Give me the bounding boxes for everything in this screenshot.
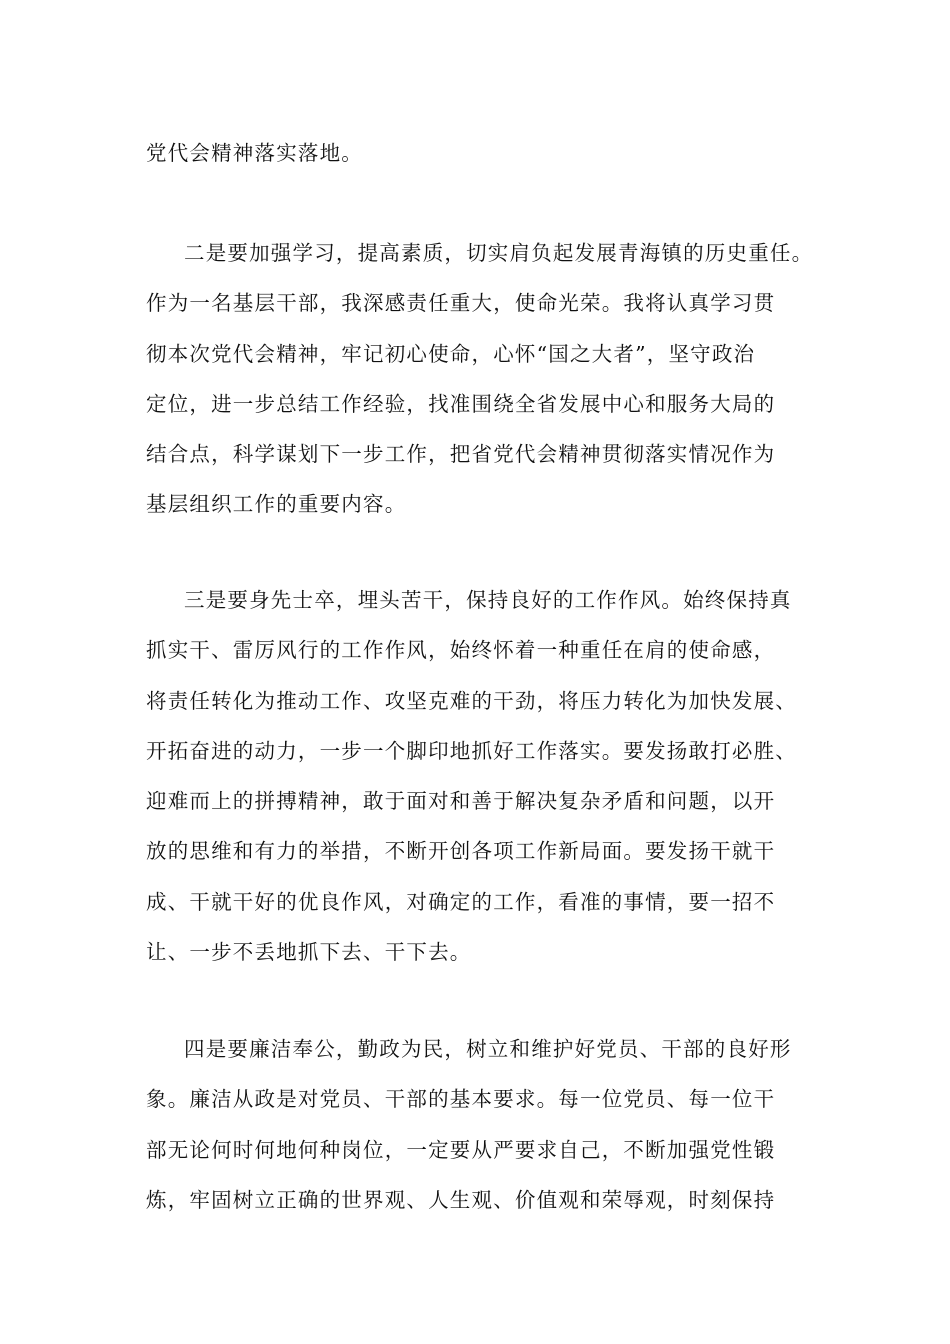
paragraph-2 xyxy=(146,228,830,530)
text-line: 让、一步不丢地抓下去、干下去。 xyxy=(146,940,472,965)
text-line: 基层组织工作的重要内容。 xyxy=(146,492,407,517)
text-line: 定位，进一步总结工作经验，找准围绕全省发展中心和服务大局的 xyxy=(146,391,776,416)
text-line: 部无论何时何地何种岗位，一定要从严要求自己，不断加强党性锻 xyxy=(146,1137,776,1162)
paragraph-1 xyxy=(146,128,830,178)
text-line: 作为一名基层干部，我深感责任重大，使命光荣。我将认真学习贯 xyxy=(146,291,776,316)
paragraph-3 xyxy=(146,575,830,977)
text-line: 抓实干、雷厉风行的工作作风，始终怀着一种重任在肩的使命感， xyxy=(146,638,776,663)
text-line: 炼，牢固树立正确的世界观、人生观、价值观和荣辱观，时刻保持 xyxy=(146,1187,776,1212)
text-line: 党代会精神落实落地。 xyxy=(146,141,363,165)
text-line: 放的思维和有力的举措，不断开创各项工作新局面。要发扬干就干 xyxy=(146,839,776,864)
text-line: 将责任转化为推动工作、攻坚克难的干劲，将压力转化为加快发展、 xyxy=(146,688,797,713)
text-line: 二是要加强学习，提高素质，切实肩负起发展青海镇的历史重任。 xyxy=(184,241,814,265)
text-line: 四是要廉洁奉公，勤政为民，树立和维护好党员、干部的良好形 xyxy=(184,1037,792,1061)
text-line: 成、干就干好的优良作风，对确定的工作，看准的事情，要一招不 xyxy=(146,889,776,914)
text-line: 结合点，科学谋划下一步工作，把省党代会精神贯彻落实情况作为 xyxy=(146,442,776,467)
text-line: 彻本次党代会精神，牢记初心使命，心怀“国之大者”，坚守政治 xyxy=(146,341,756,366)
paragraph-4 xyxy=(146,1024,830,1225)
text-line: 三是要身先士卒，埋头苦干，保持良好的工作作风。始终保持真 xyxy=(184,588,792,612)
text-line: 开拓奋进的动力，一步一个脚印地抓好工作落实。要发扬敢打必胜、 xyxy=(146,738,797,763)
text-line: 象。廉洁从政是对党员、干部的基本要求。每一位党员、每一位干 xyxy=(146,1087,776,1112)
text-line: 迎难而上的拼搏精神，敢于面对和善于解决复杂矛盾和问题，以开 xyxy=(146,789,776,814)
